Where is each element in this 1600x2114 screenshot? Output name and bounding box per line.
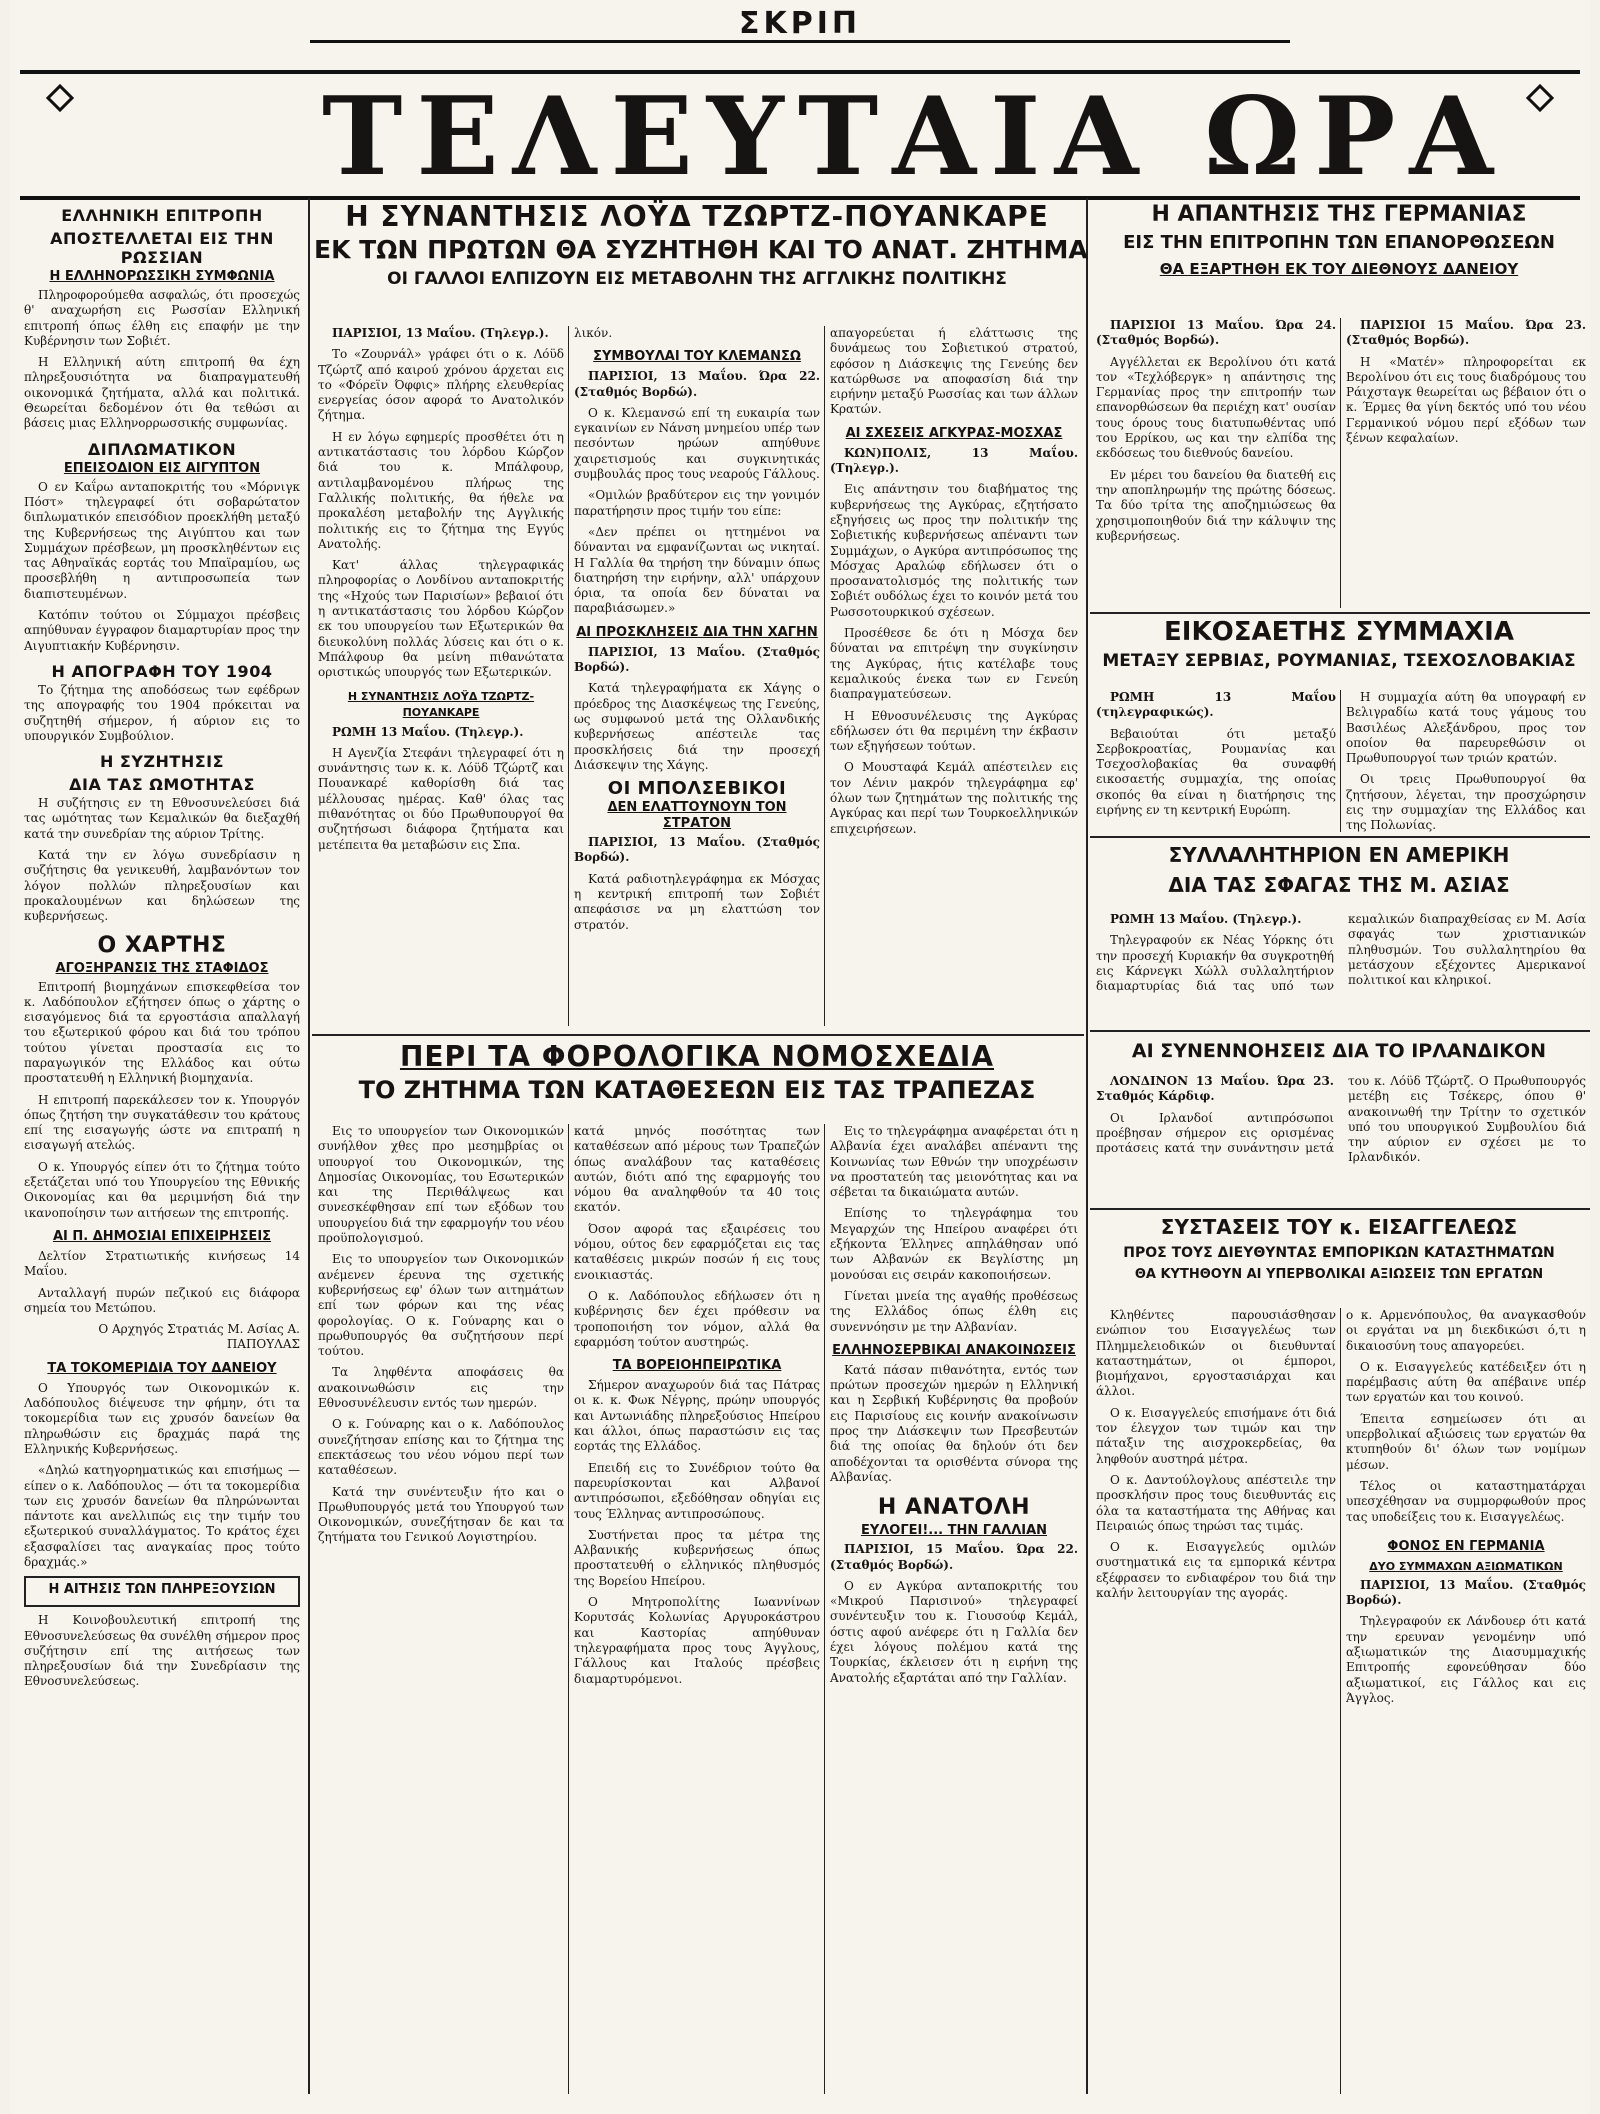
article-paragraph: Εις απάντησιν του διαβήματος της κυβερνήσεως της Αγκύρας, εζητήσατο εξηγήσεις ως προς την πολιτικήν της Σοβιετικής κυβερνήσεως απέναντι των Συμμάχων, ο Αγκύρα αντιπρόσωπος της Μόσχας Αραλώφ εδήλωσεν ότι ο προσανατολισμός της πολιτικής των Σοβιέτ ουδόλως έχει το κοινόν μετά του Ρωσσοτουρκικού σχέσεων. <box>830 482 1078 619</box>
article-paragraph: Ο κ. Υπουργός είπεν ότι το ζήτημα τούτο εξετάζεται υπό του Υπουργείου της Εθνικής Οικονομίας και θα μεριμνήση διά την ικανοποίησιν των αιτήσεων της επιτροπής. <box>24 1159 300 1220</box>
subheadline: ΕΥΛΟΓΕΙ!... ΤΗΝ ΓΑΛΛΙΑΝ <box>860 1523 1048 1539</box>
right-story3-headlines <box>1092 840 1586 908</box>
subheadline: ΑΙ ΠΡΟΣΚΛΗΣΕΙΣ ΔΙΑ ΤΗΝ ΧΑΓΗΝ <box>576 624 818 640</box>
subheadline: ΔΕΝ ΕΛΑΤΤΟΥΝΟΥΝ ΤΟΝ ΣΤΡΑΤΟΝ <box>607 800 787 832</box>
dateline: ΡΩΜΗ 13 Μαΐου. (Τηλεγρ.). <box>1110 912 1302 926</box>
article-paragraph: Ο Μητροπολίτης Ιωαννίνων Κορυτσάς Κολωνίας Αργυροκάστρου και Καστορίας απηύθυναν τηλεγραφήματα προς τους Άγγλους, Γάλλους και Ιταλούς πρέσβεις διαμαρτυρόμενοι. <box>574 1595 820 1686</box>
paper-name: ΣΚΡΙΠ <box>739 6 861 41</box>
article-paragraph: Κληθέντες παρουσιάσθησαν ενώπιον του Εισαγγελέως των Πλημμελειοδικών οι διευθυνταί καταστημάτων, οι έμποροι, βιομήχανοι, εργοστασιάρχαι και άλλοι. <box>1096 1308 1336 1399</box>
article-paragraph: Βεβαιούται ότι μεταξύ Σερβοκροατίας, Ρουμανίας και Τσεχοσλοβακίας θα συναφθή εικοσαετής συμμαχία, της οποίας σκοπός θα είναι η διατήρησις της ειρήνης εν τη κεντρική Ευρώπη. <box>1096 726 1336 818</box>
article-paragraph: Η Αγενζία Στεφάνι τηλεγραφεί ότι η συνάντησις των κ. κ. Λόϋδ Τζώρτζ και Πουανκαρέ καθορίσθη διά τας μέλλουσας ημέρας. Καθ' όλας τας πιθανότητας οι δύο Πρωθυπουργοί θα συζητήσωσι διάφορα ζητήματα και μετέπειτα θα μεταβώσιν εις Σπα. <box>318 745 564 852</box>
column-rule <box>1340 690 1341 832</box>
headline: ΟΙ ΜΠΟΛΣΕΒΙΚΟΙ <box>607 778 787 800</box>
article-paragraph: απαγορεύεται ή ελάττωσις της δυνάμεως του Σοβιετικού στρατού, εφόσον η Διάσκεψις της Γενεύης δεν κατώρθωσε να αποφασίση διά την ειρήνην μεταξύ Ρωσσίας και των άλλων Κρατών. <box>830 326 1078 417</box>
right-story5-col-b <box>1346 1308 1586 2094</box>
article-paragraph: Κατά πάσαν πιθανότητα, εντός των πρώτων προσεχών ημερών η Ελληνική και η Σερβική Κυβέρνησις θα προβούν εις Παρισίους εις κοινήν ανακοίνωσιν προς την Διάσκεψιν των Πρεσβευτών διά της οποίας θα δηλούν ότι δεν αποδέχονται τα ορισθέντα σύνορα της Αλβανίας. <box>830 1362 1078 1484</box>
article-paragraph: Κατά την εν λόγω συνεδρίασιν η συζήτησις θα γενικευθή, λαμβανόντων τον λόγον πολλών πληρεξουσίων και προκαλουμένων και δηλώσεων της κυβερνήσεως. <box>24 848 300 924</box>
dateline: ΠΑΡΙΣΙΟΙ 13 Μαΐου. Ώρα 24. (Σταθμός Βορδώ). <box>1096 318 1336 348</box>
headline: ΔΙΑ ΤΑΣ ΩΜΟΤΗΤΑΣ <box>69 775 255 795</box>
newspaper-page <box>10 0 1590 2114</box>
article-paragraph: Η επιτροπή παρεκάλεσεν τον κ. Υπουργόν όπως ζητήση την συγκατάθεσιν του κράτους επί της εισαγωγής ώστε να επιτραπή η εισαγωγή ατελώς. <box>24 1092 300 1153</box>
section-rule <box>312 1034 1084 1036</box>
subheadline: Η ΣΥΝΑΝΤΗΣΙΣ ΛΟΫΔ ΤΖΩΡΤΖ-ΠΟΥΑΝΚΑΡΕ <box>347 689 535 719</box>
subheadline: ΦΟΝΟΣ ΕΝ ΓΕΡΜΑΝΙΑ <box>1387 1538 1545 1554</box>
headline: Η ΑΠΟΓΡΑΦΗ ΤΟΥ 1904 <box>51 661 273 681</box>
subheadline: Η ΕΛΛΗΝΟΡΩΣΣΙΚΗ ΣΥΜΦΩΝΙΑ <box>49 269 275 284</box>
article-paragraph: Ο Υπουργός των Οικονομικών κ. Λαδόπουλος διέψευσε την φήμην, ότι τα τοκομερίδια των εις χρυσόν δανείων θα πληρωθώσιν εις δραχμάς παρά της Ελληνικής Κυβερνήσεως. <box>24 1380 300 1456</box>
center-mid-col-c <box>830 1124 1078 2094</box>
column-rule <box>1340 1308 1341 2094</box>
article-paragraph: Τέλος οι καταστηματάρχαι υπεσχέθησαν να συμμορφωθούν προς τας υποδείξεις του κ. Εισαγγελέως. <box>1346 1478 1586 1524</box>
center-top-col-a <box>318 326 564 1026</box>
article-paragraph: Η εν λόγω εφημερίς προσθέτει ότι η αντικατάστασις του λόρδου Κώρζον διά του κ. Μπάλφουρ, αντιλαμβανομένου πλήρως της Γαλλικής πολιτικής, θα ήθελε να προκαλέση μεταβολήν της Αγγλικής πολιτικής εις το ζήτημα της Εγγύς Ανατολής. <box>318 429 564 551</box>
right-top-headlines <box>1092 200 1586 312</box>
article-paragraph: Οι Ιρλανδοί αντιπρόσωποι προέβησαν σήμερον εις ορισμένας προτάσεις κατά την συνάντησιν μετά του κ. Λόϋδ Τζώρτζ. Ο Πρωθυπουργός μετέβη εις Τσέκερς, όπου θ' ανακοινωθή την Τρίτην το σχετικόν υπό του υπουργικού Συμβουλίου διά την αύριον εν σχέσει με το Ιρλανδικόν. <box>1096 1074 1586 1165</box>
dateline: ΠΑΡΙΣΙΟΙ, 13 Μαΐου. Ώρα 22. (Σταθμός Βορδώ). <box>574 369 820 399</box>
masthead-rule <box>310 40 1290 43</box>
column-rule <box>568 1124 569 2094</box>
article-paragraph: Τα ληφθέντα αποφάσεις θα ανακοινωθώσιν εις την Εθνοσυνέλευσιν εντός των ημερών. <box>318 1365 564 1411</box>
right-story2-col-a <box>1096 690 1336 832</box>
right-story2-col-b <box>1346 690 1586 832</box>
right-story4-body <box>1096 1074 1586 1204</box>
article-paragraph: Ο εν Αγκύρα ανταποκριτής του «Μικρού Παρισινού» τηλεγραφεί συνέντευξιν του κ. Γιουσούφ Κεμάλ, όστις αφού ανέφερε ότι η Γαλλία δεν έχει λόγους πολέμου κατά της Τουρκίας, έκλεισεν ότι η ειρήνη της Ανατολής εξαρτάται από την Γαλλίαν. <box>830 1578 1078 1685</box>
article-paragraph: Δελτίον Στρατιωτικής κινήσεως 14 Μαΐου. <box>24 1248 300 1279</box>
dateline: ΠΑΡΙΣΙΟΙ, 13 Μαΐου. (Σταθμός Βορδώ). <box>574 644 820 675</box>
dateline: ΠΑΡΙΣΙΟΙ, 13 Μαΐου. (Σταθμός Βορδώ). <box>1346 1577 1586 1608</box>
left-column <box>24 198 300 2098</box>
article-paragraph: Ανταλλαγή πυρών πεζικού εις διάφορα σημεία του Μετώπου. <box>24 1285 300 1315</box>
article-paragraph: Κατά την συνέντευξιν ήτο και ο Πρωθυπουργός μετά του Υπουργού των Οικονομικών, συνεζήτησαν δε και τα ζητήματα του Γενικού Λογιστηρίου. <box>318 1484 564 1545</box>
article-paragraph: Ο κ. Κλεμανσώ επί τη ευκαιρία των εγκαινίων εν Νάνση μνημείου υπέρ των πεσόντων ηρώων απηύθυνε χαιρετισμούς και συγκινητικάς συμβουλάς προς τους νεαρούς Γάλλους. <box>574 405 820 482</box>
subheadline: ΤΑ ΒΟΡΕΙΟΗΠΕΙΡΩΤΙΚΑ <box>612 1358 782 1374</box>
center-top-col-b <box>574 326 820 1026</box>
headline: Η ΣΥΖΗΤΗΣΙΣ <box>99 752 225 772</box>
right-story3-body <box>1096 912 1586 1026</box>
article-paragraph: Κατόπιν τούτου οι Σύμμαχοι πρέσβεις απηύθυναν έγγραφον διαμαρτυρίαν προς την Αιγυπτιακήν Κυβέρνησιν. <box>24 608 300 653</box>
right-story5-col-a <box>1096 1308 1336 2094</box>
headline: ΕΙΣ ΤΗΝ ΕΠΙΤΡΟΠΗΝ ΤΩΝ ΕΠΑΝΟΡΘΩΣΕΩΝ <box>1123 232 1555 253</box>
dateline: ΠΑΡΙΣΙΟΙ, 15 Μαΐου. Ώρα 22. (Σταθμός Βορδώ). <box>830 1542 1078 1572</box>
headline: ΟΙ ΓΑΛΛΟΙ ΕΛΠΙΖΟΥΝ ΕΙΣ ΜΕΤΑΒΟΛΗΝ ΤΗΣ ΑΓΓΛΙΚΗΣ ΠΟΛΙΤΙΚΗΣ <box>387 269 1007 289</box>
center-mid-headlines <box>314 1040 1080 1118</box>
article-paragraph: Ο κ. Δαντούλογλους απέστειλε την προσκλήσιν προς τους διευθυντάς εις όλα τα καταστήματα της Αθήνας και Πειραιώς όπως τηρώσι τας τιμάς. <box>1096 1472 1336 1533</box>
article-paragraph: Προσέθεσε δε ότι η Μόσχα δεν δύναται να επιτρέψη την συγκίνησιν της Αγκύρας, ήτις κατέλαβε τους κεμαλικούς ένεκα των εν Γενεύη διαπραγματεύσεων. <box>830 626 1078 702</box>
column-rule <box>1086 198 1088 2094</box>
article-paragraph: Τηλεγραφούν εκ Λάνδουερ ότι κατά την ερευναν γενομένην υπό αξιωματικών της Διασυμμαχικής Επιτροπής εφονεύθησαν δύο αξιωματικοί, εις Γάλλος και εις Άγγλος. <box>1346 1614 1586 1705</box>
article-paragraph: Η Ελληνική αύτη επιτροπή θα έχη πληρεξουσιότητα να διαπραγματευθή οικονομικά ζητήματα, αλλά και πολιτικά. Θεωρείται δεδομένον ότι θα τεθώσι αι βάσεις μιας Ελληνορρωσσικής συμφωνίας. <box>24 355 300 431</box>
center-mid-col-a <box>318 1124 564 2094</box>
article-paragraph: «Ομιλών βραδύτερον εις την γονιμόν παρατήρησιν προς τιμήν του είπε: <box>574 488 820 518</box>
headline: ΜΕΤΑΞΥ ΣΕΡΒΙΑΣ, ΡΟΥΜΑΝΙΑΣ, ΤΣΕΧΟΣΛΟΒΑΚΙΑΣ <box>1102 651 1576 671</box>
subheadline: ΑΓΟΞΗΡΑΝΣΙΣ ΤΗΣ ΣΤΑΦΙΔΟΣ <box>55 960 269 976</box>
article-paragraph: Έπειτα εσημείωσεν ότι αι υπερβολικαί αξιώσεις των εργατών θα κτυπηθούν δι' όλων των νομίμων μέσων. <box>1346 1411 1586 1472</box>
ornament-left <box>46 84 74 112</box>
center-mid-col-b <box>574 1124 820 2094</box>
article-paragraph: Εν μέρει του δανείου θα διατεθή εις την αποπληρωμήν της πρώτης δόσεως. Τα δύο τρίτα της αποζημιώσεως θα χρησιμοποιηθούν διά την κάλυψιν της κυβερνήσεως. <box>1096 467 1336 543</box>
headline: ΠΡΟΣ ΤΟΥΣ ΔΙΕΥΘΥΝΤΑΣ ΕΜΠΟΡΙΚΩΝ ΚΑΤΑΣΤΗΜΑΤΩΝ <box>1123 1245 1555 1261</box>
article-paragraph: Επίσης το τηλεγράφημα του Μεγαρχών της Ηπείρου αναφέρει ότι εξήκοντα Έλληνες απηλάθησαν υπό των Αλβανών εκ Βεγλίστης μη μονούσαι εις σειράν κακοποιήσεων. <box>830 1206 1078 1282</box>
headline: ΤΟ ΖΗΤΗΜΑ ΤΩΝ ΚΑΤΑΘΕΣΕΩΝ ΕΙΣ ΤΑΣ ΤΡΑΠΕΖΑΣ <box>358 1076 1036 1104</box>
article-paragraph: Όσον αφορά τας εξαιρέσεις του νόμου, ούτος δεν εφαρμόζεται εις τας καταθέσεις μικρών ποσών ή εις τους ενοικιαστάς. <box>574 1221 820 1282</box>
column-rule <box>1340 318 1341 608</box>
headline: ΔΙΠΛΩΜΑΤΙΚΟΝ <box>87 439 237 459</box>
subheadline: ΕΠΕΙΣΟΔΙΟΝ ΕΙΣ ΑΙΓΥΠΤΟΝ <box>63 460 261 476</box>
article-paragraph: Εις το υπουργείον των Οικονομικών ανέμενεν έρευνα της σχετικής κυβερνήσεως εφ' όλων των αιτημάτων επί των φόρων και της νέας φορολογίας. Ο κ. Γούναρης και ο πρωθυπουργός θα συζητήσουν περί τούτου. <box>318 1252 564 1359</box>
section-rule <box>1090 1208 1590 1210</box>
article-paragraph: Εις το υπουργείον των Οικονομικών συνήλθον χθες προ μεσημβρίας οι υπουργοί του Οικονομικών, της Δημοσίας Οικονομίας, του Εσωτερικών και της Περιθάλψεως και συνεσκέφθησαν επί των εξόδων του υπουργείου διά την εφαρμογήν του νέου προϋπολογισμού. <box>318 1124 564 1246</box>
subheadline: ΣΥΜΒΟΥΛΑΙ ΤΟΥ ΚΛΕΜΑΝΣΩ <box>593 349 801 365</box>
signature-line: Ο Αρχηγός Στρατιάς Μ. Ασίας Α. ΠΑΠΟΥΛΑΣ <box>98 1322 300 1352</box>
subheadline: ΔΥΟ ΣΥΜΜΑΧΩΝ ΑΞΙΩΜΑΤΙΚΩΝ <box>1369 1559 1563 1573</box>
article-paragraph: Η συζήτησις εν τη Εθνοσυνελεύσει διά τας ωμότητας των Κεμαλικών θα διεξαχθή κατά την συνεδρίαν της αύριον Τρίτης. <box>24 796 300 841</box>
headline: ΑΠΟΣΤΕΛΛΕΤΑΙ ΕΙΣ ΤΗΝ ΡΩΣΣΙΑΝ <box>50 229 274 267</box>
dateline: ΡΩΜΗ 13 Μαΐου. (Τηλεγρ.). <box>332 724 524 739</box>
article-paragraph: Κατά τηλεγραφήματα εκ Χάγης ο πρόεδρος της Διασκέψεως της Γενεύης, ως συμφωνού μετά της Ολλανδικής κυβερνήσεως απέστειλε τας προσκλήσεις διά την προσεχή Διάσκεψιν της Χάγης. <box>574 681 820 772</box>
article-paragraph: Γίνεται μνεία της αγαθής προθέσεως της Ελλάδος όπως έλθη εις συνεννόησιν με την Αλβανίαν. <box>830 1288 1078 1334</box>
article-paragraph: Ο κ. Εισαγγελεύς ομιλών συστηματικά εις τα εμπορικά κέντρα εξέφρασεν το ενδιαφέρον του διά την καλήν λειτουργίαν της αγοράς. <box>1096 1540 1336 1601</box>
article-paragraph: Ο κ. Γούναρης και ο κ. Λαδόπουλος συνεζήτησαν επίσης και το ζήτημα της επεκτάσεως του νέου νόμου περί των καταθέσεων. <box>318 1417 564 1478</box>
article-paragraph: Η Εθνοσυνέλευσις της Αγκύρας εδήλωσεν ότι θα περιμένη την έκβασιν των εξηγήσεων τούτων. <box>830 708 1078 754</box>
column-rule <box>824 1124 825 2094</box>
headline: ΣΥΣΤΑΣΕΙΣ ΤΟΥ κ. ΕΙΣΑΓΓΕΛΕΩΣ <box>1160 1215 1518 1239</box>
article-paragraph: Οι τρεις Πρωθυπουργοί θα ζητήσουν, λέγεται, την προσχώρησιν εις την συμμαχίαν της Ελλάδος και της Πολωνίας. <box>1346 772 1586 833</box>
center-top-headlines <box>314 200 1088 320</box>
headline: ΤΑ ΤΟΚΟΜΕΡΙΔΙΑ ΤΟΥ ΔΑΝΕΙΟΥ <box>47 1360 277 1376</box>
column-rule <box>568 326 569 1026</box>
article-paragraph: Επιτροπή βιομηχάνων επισκεφθείσα τον κ. Λαδόπουλον εζήτησεν όπως ο χάρτης ο εισαγόμενος διά τα εργοστάσια απαλλαγή του εξωτερικού φόρου και διά του τρόπου τούτου γίνεται προστασία εις το παραγωγικόν της Ελλάδος και ούτω προστατευθή η Ελληνική βιομηχανία. <box>24 979 300 1086</box>
article-paragraph: Ο κ. Εισαγγελεύς επισήμανε ότι διά τον έλεγχον των τιμών και την πάταξιν της αισχροκερδείας, θα ληφθούν αυστηρά μέτρα. <box>1096 1405 1336 1466</box>
subheadline: ΑΙ ΣΧΕΣΕΙΣ ΑΓΚΥΡΑΣ-ΜΟΣΧΑΣ <box>845 425 1063 441</box>
section-rule <box>1090 612 1590 614</box>
article-paragraph: «Δηλώ κατηγορηματικώς και επισήμως — είπεν ο κ. Λαδόπουλος — ότι τα τοκομερίδια των εις χρυσόν δανείων θα πληρώνωνται πάντοτε και ανελλιπώς εις την τιμήν του εξωτερικού συναλλάγματος. Το κράτος έχει εξασφαλίσει τας αναγκαίας προς τούτο δραχμάς.» <box>24 1463 300 1569</box>
page-banner: ΤΕΛΕΥΤΑΙΑ ΩΡΑ <box>322 74 1508 200</box>
headline: Η ΑΠΑΝΤΗΣΙΣ ΤΗΣ ΓΕΡΜΑΝΙΑΣ <box>1151 202 1527 227</box>
headline: ΠΕΡΙ ΤΑ ΦΟΡΟΛΟΓΙΚΑ ΝΟΜΟΣΧΕΔΙΑ <box>399 1040 995 1073</box>
article-paragraph: Το «Ζουρνάλ» γράφει ότι ο κ. Λόϋδ Τζώρτζ από καιρού χρόνου άρχεται εις το «Φόρεϊν Όφφις» πλήρης ελευθερίας ενεργείας όσον αφορά το Ανατολικόν ζήτημα. <box>318 347 564 423</box>
headline: ΑΙ ΣΥΝΕΝΝΟΗΣΕΙΣ ΔΙΑ ΤΟ ΙΡΛΑΝΔΙΚΟΝ <box>1131 1040 1547 1062</box>
article-paragraph: Συστήνεται προς τα μέτρα της Αλβανικής κυβερνήσεως όπως προστατευθή ο ελληνικός πληθυσμός της Βορείου Ηπείρου. <box>574 1527 820 1588</box>
dateline: ΡΩΜΗ 13 Μαΐου (τηλεγραφικώς). <box>1096 690 1336 720</box>
headline: ΕΚ ΤΩΝ ΠΡΩΤΩΝ ΘΑ ΣΥΖΗΤΗΘΗ ΚΑΙ ΤΟ ΑΝΑΤ. ΖΗΤΗΜΑ <box>314 235 1088 264</box>
article-paragraph: Επειδή εις το Συνέδριον τούτο θα παρευρίσκονται και Αλβανοί αντιπρόσωποι, εξεδόθησαν οδηγίαι εις τους Έλληνας αντιπροσώπους. <box>574 1460 820 1521</box>
subheadline: ΕΛΛΗΝΟΣΕΡΒΙΚΑΙ ΑΝΑΚΟΙΝΩΣΕΙΣ <box>832 1342 1076 1358</box>
center-top-col-c <box>830 326 1078 1026</box>
article-paragraph: Το ζήτημα της αποδόσεως των εφέδρων της απογραφής του 1904 πρόκειται να συζητηθή σήμερον, ή αύριον εις το υπουργικόν Συμβούλιον. <box>24 682 300 743</box>
article-paragraph: Η συμμαχία αύτη θα υπογραφή εν Βελιγραδίω κατά τους γάμους του Βασιλέως Αλεξάνδρου, προς τον οποίον θα παρευρεθώσιν οι Πρωθυπουργοί των τριών κρατών. <box>1346 690 1586 766</box>
article-paragraph: κατά μηνός ποσότητας των καταθέσεων από μέρους των Τραπεζών όπως αναλάβουν τας καταθέσεις αυτών, διότι από της εφαρμογής του νόμου θα αναληφθούν τα 40 τοις εκατόν. <box>574 1124 820 1215</box>
section-rule <box>1090 1030 1590 1032</box>
article-paragraph: Ο κ. Εισαγγελεύς κατέδειξεν ότι η παρέμβασις αύτη θα απέβαινε υπέρ των εργατών και του κοινού. <box>1346 1359 1586 1405</box>
dateline: ΛΟΝΔΙΝΟΝ 13 Μαΐου. Ώρα 23. Σταθμός Κάρδιφ. <box>1096 1074 1334 1104</box>
column-rule <box>308 198 310 2094</box>
article-paragraph: Πληροφορούμεθα ασφαλώς, ότι προσεχώς θ' αναχωρήση εις Ρωσσίαν Ελληνική επιτροπή όπως έλθη εις επαφήν με την Κυβέρνησιν των Σοβιέτ. <box>24 288 300 348</box>
article-paragraph: Ο κ. Λαδόπουλος εδήλωσεν ότι η κυβέρνησις δεν έχει πρόθεσιν να τροποποιήση τον νόμον, αλλά θα εφαρμόση τούτον αυστηρώς. <box>574 1288 820 1349</box>
article-paragraph: Τηλεγραφούν εκ Νέας Υόρκης ότι την προσεχή Κυριακήν θα συγκροτηθή εις Κάρνεγκι Χώλλ συλλαλητήριον διαμαρτυρίας διά τας υπό των κεμαλικών διαπραχθείσας εν Μ. Ασία σφαγάς των χριστιανικών πληθυσμών. Του συλλαλητηρίου θα μετάσχουν εξέχοντες Αμερικανοί πολιτικοί και κληρικοί. <box>1096 912 1586 994</box>
headline: Η ΑΙΤΗΣΙΣ ΤΩΝ ΠΛΗΡΕΞΟΥΣΙΩΝ <box>48 1582 276 1598</box>
headline: Η ΑΝΑΤΟΛΗ <box>877 1495 1031 1521</box>
dateline: ΠΑΡΙΣΙΟΙ, 13 Μαΐου. (Σταθμός Βορδώ). <box>574 835 820 865</box>
boxed-story <box>24 1576 300 1607</box>
article-paragraph: Ο εν Καΐρω ανταποκριτής του «Μόρνιγκ Πόστ» τηλεγραφεί ότι σοβαρώτατον διπλωματικόν επεισόδιον προεκλήθη μεταξύ της Κυβερνήσεως της Αιγύπτου και των Συμμάχων πρέσβεων, μη προσκληθέντων εις τας Αθηναϊκάς εορτάς του Μπαϊραμίου, ως προσεβλήθη η αντιπροσωπεία των διαπιστευμένων. <box>24 479 300 601</box>
headline: ΘΑ ΕΞΑΡΤΗΘΗ ΕΚ ΤΟΥ ΔΙΕΘΝΟΥΣ ΔΑΝΕΙΟΥ <box>1159 260 1519 278</box>
article-paragraph: ο κ. Αρμενόπουλος, θα αναγκασθούν οι εργάται να μη διεκδικώσι ό,τι η δικαιοσύνη τους απαγορεύει. <box>1346 1308 1586 1353</box>
headline: ΕΛΛΗΝΙΚΗ ΕΠΙΤΡΟΠΗ <box>61 206 263 225</box>
article-paragraph: Η «Ματέν» πληροφορείται εκ Βερολίνου ότι εις τους διαδρόμους του Ράιχσταγκ θεωρείται ως βέβαιον ότι ο κ. Έρμες θα γίνη δεκτός υπό του νέου Γερμανικού νόμου περί εξόδων των ξένων κεφαλαίων. <box>1346 354 1586 446</box>
section-rule <box>1090 836 1590 838</box>
right-story1-col-b <box>1346 318 1586 608</box>
article-paragraph: Αγγέλλεται εκ Βερολίνου ότι κατά τον «Τεχλόβεργκ» η απάντησις της Γερμανίας προς την επιτροπήν των επανορθώσεων θα περιέχη κατ' ουσίαν τους όρους τους διατυπωθέντας υπό του Ερρίκου, ως και την ελπίδα της εκδόσεως του διεθνούς δανείου. <box>1096 354 1336 461</box>
dateline: ΚΩΝ)ΠΟΛΙΣ, 13 Μαΐου. (Τηλεγρ.). <box>830 445 1078 476</box>
headline: ΔΙΑ ΤΑΣ ΣΦΑΓΑΣ ΤΗΣ Μ. ΑΣΙΑΣ <box>1168 873 1510 897</box>
column-rule <box>824 326 825 1026</box>
article-paragraph: Ο Μουσταφά Κεμάλ απέστειλεν εις τον Λένιν μακρόν τηλεγράφημα εφ' όλων των ζητημάτων της πολιτικής της Αγκύρας και περί των Τουρκοελληνικών επιχειρήσεων. <box>830 760 1078 836</box>
headline: Ο ΧΑΡΤΗΣ <box>97 932 227 958</box>
right-story1-col-a <box>1096 318 1336 608</box>
dateline: ΠΑΡΙΣΙΟΙ 15 Μαΐου. Ώρα 23. (Σταθμός Βορδώ). <box>1346 318 1586 348</box>
headline: ΣΥΛΛΑΛΗΤΗΡΙΟΝ ΕΝ ΑΜΕΡΙΚΗ <box>1168 843 1510 867</box>
article-paragraph: Κατά ραδιοτηλεγράφημα εκ Μόσχας η κεντρική επιτροπή των Σοβιέτ απεφάσισε να μη ελαττώση τον στρατόν. <box>574 871 820 932</box>
ornament-right <box>1526 84 1554 112</box>
headline: ΑΙ Π. ΔΗΜΟΣΙΑΙ ΕΠΙΧΕΙΡΗΣΕΙΣ <box>52 1228 272 1244</box>
article-paragraph: Η Κοινοβουλευτική επιτροπή της Εθνοσυνελεύσεως θα συνέλθη σήμερον προς συζήτησιν επί της αιτήσεως των πληρεξουσίων διά την Συνεδρίασιν της Εθνοσυνελεύσεως. <box>24 1613 300 1689</box>
right-story5-headlines <box>1092 1212 1586 1304</box>
dateline: ΠΑΡΙΣΙΟΙ, 13 Μαΐου. (Τηλεγρ.). <box>332 326 549 340</box>
article-paragraph: «Δεν πρέπει οι ηττημένοι να δύνανται να εμφανίζωνται ως νικηταί. Η Γαλλία θα τηρήση την δύναμιν όπως διατηρήση την ειρήνην, αλλ' υπάρχουν όρια, τα οποία δεν δύναται να παραβιάσωμεν.» <box>574 524 820 616</box>
article-paragraph: λικόν. <box>574 326 613 340</box>
right-story4-headline <box>1092 1034 1586 1070</box>
article-paragraph: Εις το τηλεγράφημα αναφέρεται ότι η Αλβανία έχει αναλάβει απέναντι της Κοινωνίας των Εθνών την υποχρέωσιν να προστατεύη τας μειονότητας και να σέβεται τα δικαιώματα αυτών. <box>830 1124 1078 1200</box>
article-paragraph: Σήμερον αναχωρούν διά τας Πάτρας οι κ. κ. Φωκ Νέγρης, πρώην υπουργός και Αντωνιάδης πληρεξούσιος Ηπείρου και άλλοι, όπως παραστώσιν εις τας εορτάς της Ελλάδος. <box>574 1378 820 1454</box>
headline: ΕΙΚΟΣΑΕΤΗΣ ΣΥΜΜΑΧΙΑ <box>1164 617 1514 647</box>
headline: ΘΑ ΚΥΤΗΘΟΥΝ ΑΙ ΥΠΕΡΒΟΛΙΚΑΙ ΑΞΙΩΣΕΙΣ ΤΩΝ ΕΡΓΑΤΩΝ <box>1134 1267 1544 1282</box>
right-story2-headlines <box>1092 616 1586 686</box>
article-paragraph: Κατ' άλλας τηλεγραφικάς πληροφορίας ο Λονδίνου ανταποκριτής της «Ηχούς των Παρισίων» βεβαιοί ότι η αντικατάστασις του λόρδου Κώρζον εκ του υπουργείου των Εξωτερικών θα διευκολύνη πολλάς λύσεις και ότι ο κ. Μπάλφουρ θα μείνη πιθανώτατα οριστικώς υπουργός των Εξωτερικών. <box>318 558 564 680</box>
headline: Η ΣΥΝΑΝΤΗΣΙΣ ΛΟΫΔ ΤΖΩΡΤΖ-ΠΟΥΑΝΚΑΡΕ <box>345 200 1049 233</box>
